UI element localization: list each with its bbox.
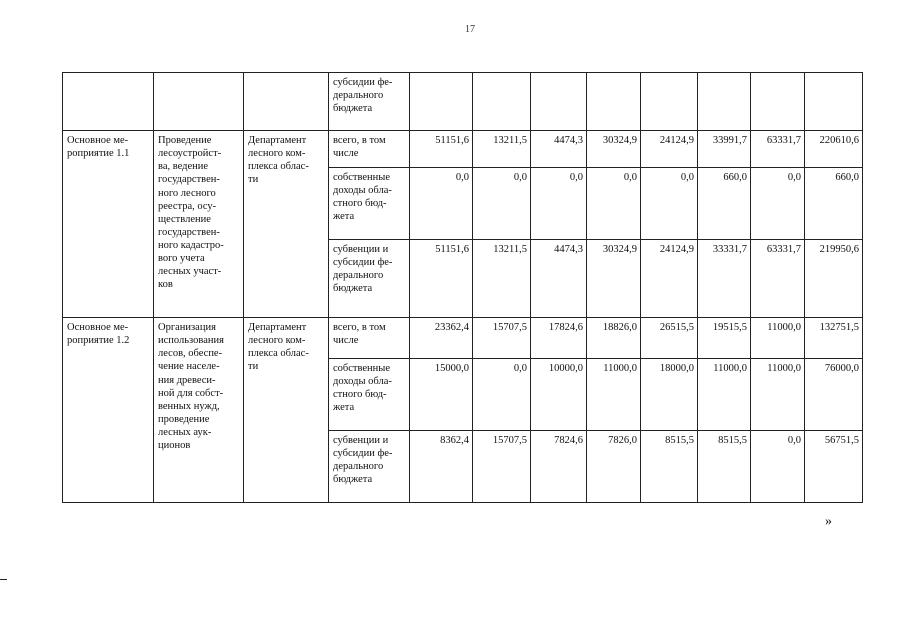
value-cell: 33991,7 [698, 131, 751, 168]
funding-source-cell: всего, в том числе [329, 318, 410, 359]
value-cell: 11000,0 [751, 359, 805, 431]
empty-cell [641, 73, 698, 131]
value-cell: 30324,9 [587, 131, 641, 168]
value-cell: 24124,9 [641, 240, 698, 318]
empty-cell [244, 73, 329, 131]
value-cell: 4474,3 [531, 240, 587, 318]
value-cell: 8362,4 [410, 431, 473, 503]
value-cell: 18826,0 [587, 318, 641, 359]
table-row [63, 131, 863, 168]
value-cell: 219950,6 [805, 240, 863, 318]
event-description-cell: Организация использования лесов, обеспе- чение населе- ния древеси- ной для собст- венных нужд, проведение лесных аук- ционов [154, 318, 244, 503]
value-cell: 15707,5 [473, 318, 531, 359]
empty-cell [63, 73, 154, 131]
value-cell: 23362,4 [410, 318, 473, 359]
event-name-cell: Основное ме- роприятие 1.2 [63, 318, 154, 503]
budget-table [62, 72, 863, 503]
value-cell: 63331,7 [751, 131, 805, 168]
executor-cell: Департамент лесного ком- плекса облас- ти [244, 131, 329, 318]
executor-cell: Департамент лесного ком- плекса облас- ти [244, 318, 329, 503]
empty-cell [751, 73, 805, 131]
value-cell: 0,0 [587, 168, 641, 240]
value-cell: 0,0 [473, 168, 531, 240]
event-description-cell: Проведение лесоустройст- ва, ведение государствен- ного лесного реестра, осу- ществление государствен- ного кадастро- вого учета лесных участ- ков [154, 131, 244, 318]
empty-cell [473, 73, 531, 131]
value-cell: 0,0 [751, 431, 805, 503]
value-cell: 15707,5 [473, 431, 531, 503]
empty-cell [698, 73, 751, 131]
value-cell: 8515,5 [641, 431, 698, 503]
value-cell: 56751,5 [805, 431, 863, 503]
closing-quote: » [825, 514, 832, 529]
table-row-top [63, 73, 863, 131]
value-cell: 7826,0 [587, 431, 641, 503]
value-cell: 15000,0 [410, 359, 473, 431]
funding-source-cell: субсидии фе- дерального бюджета [329, 73, 410, 131]
value-cell: 8515,5 [698, 431, 751, 503]
value-cell: 76000,0 [805, 359, 863, 431]
value-cell: 660,0 [805, 168, 863, 240]
value-cell: 11000,0 [751, 318, 805, 359]
value-cell: 0,0 [410, 168, 473, 240]
funding-source-cell: субвенции и субсидии фе- дерального бюджета [329, 431, 410, 503]
value-cell: 24124,9 [641, 131, 698, 168]
value-cell: 10000,0 [531, 359, 587, 431]
empty-cell [154, 73, 244, 131]
funding-source-cell: собственные доходы обла- стного бюд- жета [329, 168, 410, 240]
value-cell: 11000,0 [587, 359, 641, 431]
value-cell: 660,0 [698, 168, 751, 240]
value-cell: 51151,6 [410, 240, 473, 318]
value-cell: 220610,6 [805, 131, 863, 168]
value-cell: 13211,5 [473, 240, 531, 318]
value-cell: 0,0 [531, 168, 587, 240]
value-cell: 13211,5 [473, 131, 531, 168]
empty-cell [531, 73, 587, 131]
event-name-cell: Основное ме- роприятие 1.1 [63, 131, 154, 318]
value-cell: 132751,5 [805, 318, 863, 359]
value-cell: 63331,7 [751, 240, 805, 318]
value-cell: 19515,5 [698, 318, 751, 359]
value-cell: 26515,5 [641, 318, 698, 359]
value-cell: 4474,3 [531, 131, 587, 168]
value-cell: 0,0 [473, 359, 531, 431]
value-cell: 17824,6 [531, 318, 587, 359]
funding-source-cell: субвенции и субсидии фе- дерального бюджета [329, 240, 410, 318]
empty-cell [410, 73, 473, 131]
value-cell: 18000,0 [641, 359, 698, 431]
value-cell: 33331,7 [698, 240, 751, 318]
value-cell: 0,0 [641, 168, 698, 240]
value-cell: 30324,9 [587, 240, 641, 318]
empty-cell [805, 73, 863, 131]
value-cell: 51151,6 [410, 131, 473, 168]
margin-mark [0, 579, 7, 580]
funding-source-cell: собственные доходы обла- стного бюд- жета [329, 359, 410, 431]
value-cell: 7824,6 [531, 431, 587, 503]
value-cell: 11000,0 [698, 359, 751, 431]
table-row [63, 318, 863, 359]
value-cell: 0,0 [751, 168, 805, 240]
empty-cell [587, 73, 641, 131]
page-number: 17 [465, 24, 475, 35]
funding-source-cell: всего, в том числе [329, 131, 410, 168]
